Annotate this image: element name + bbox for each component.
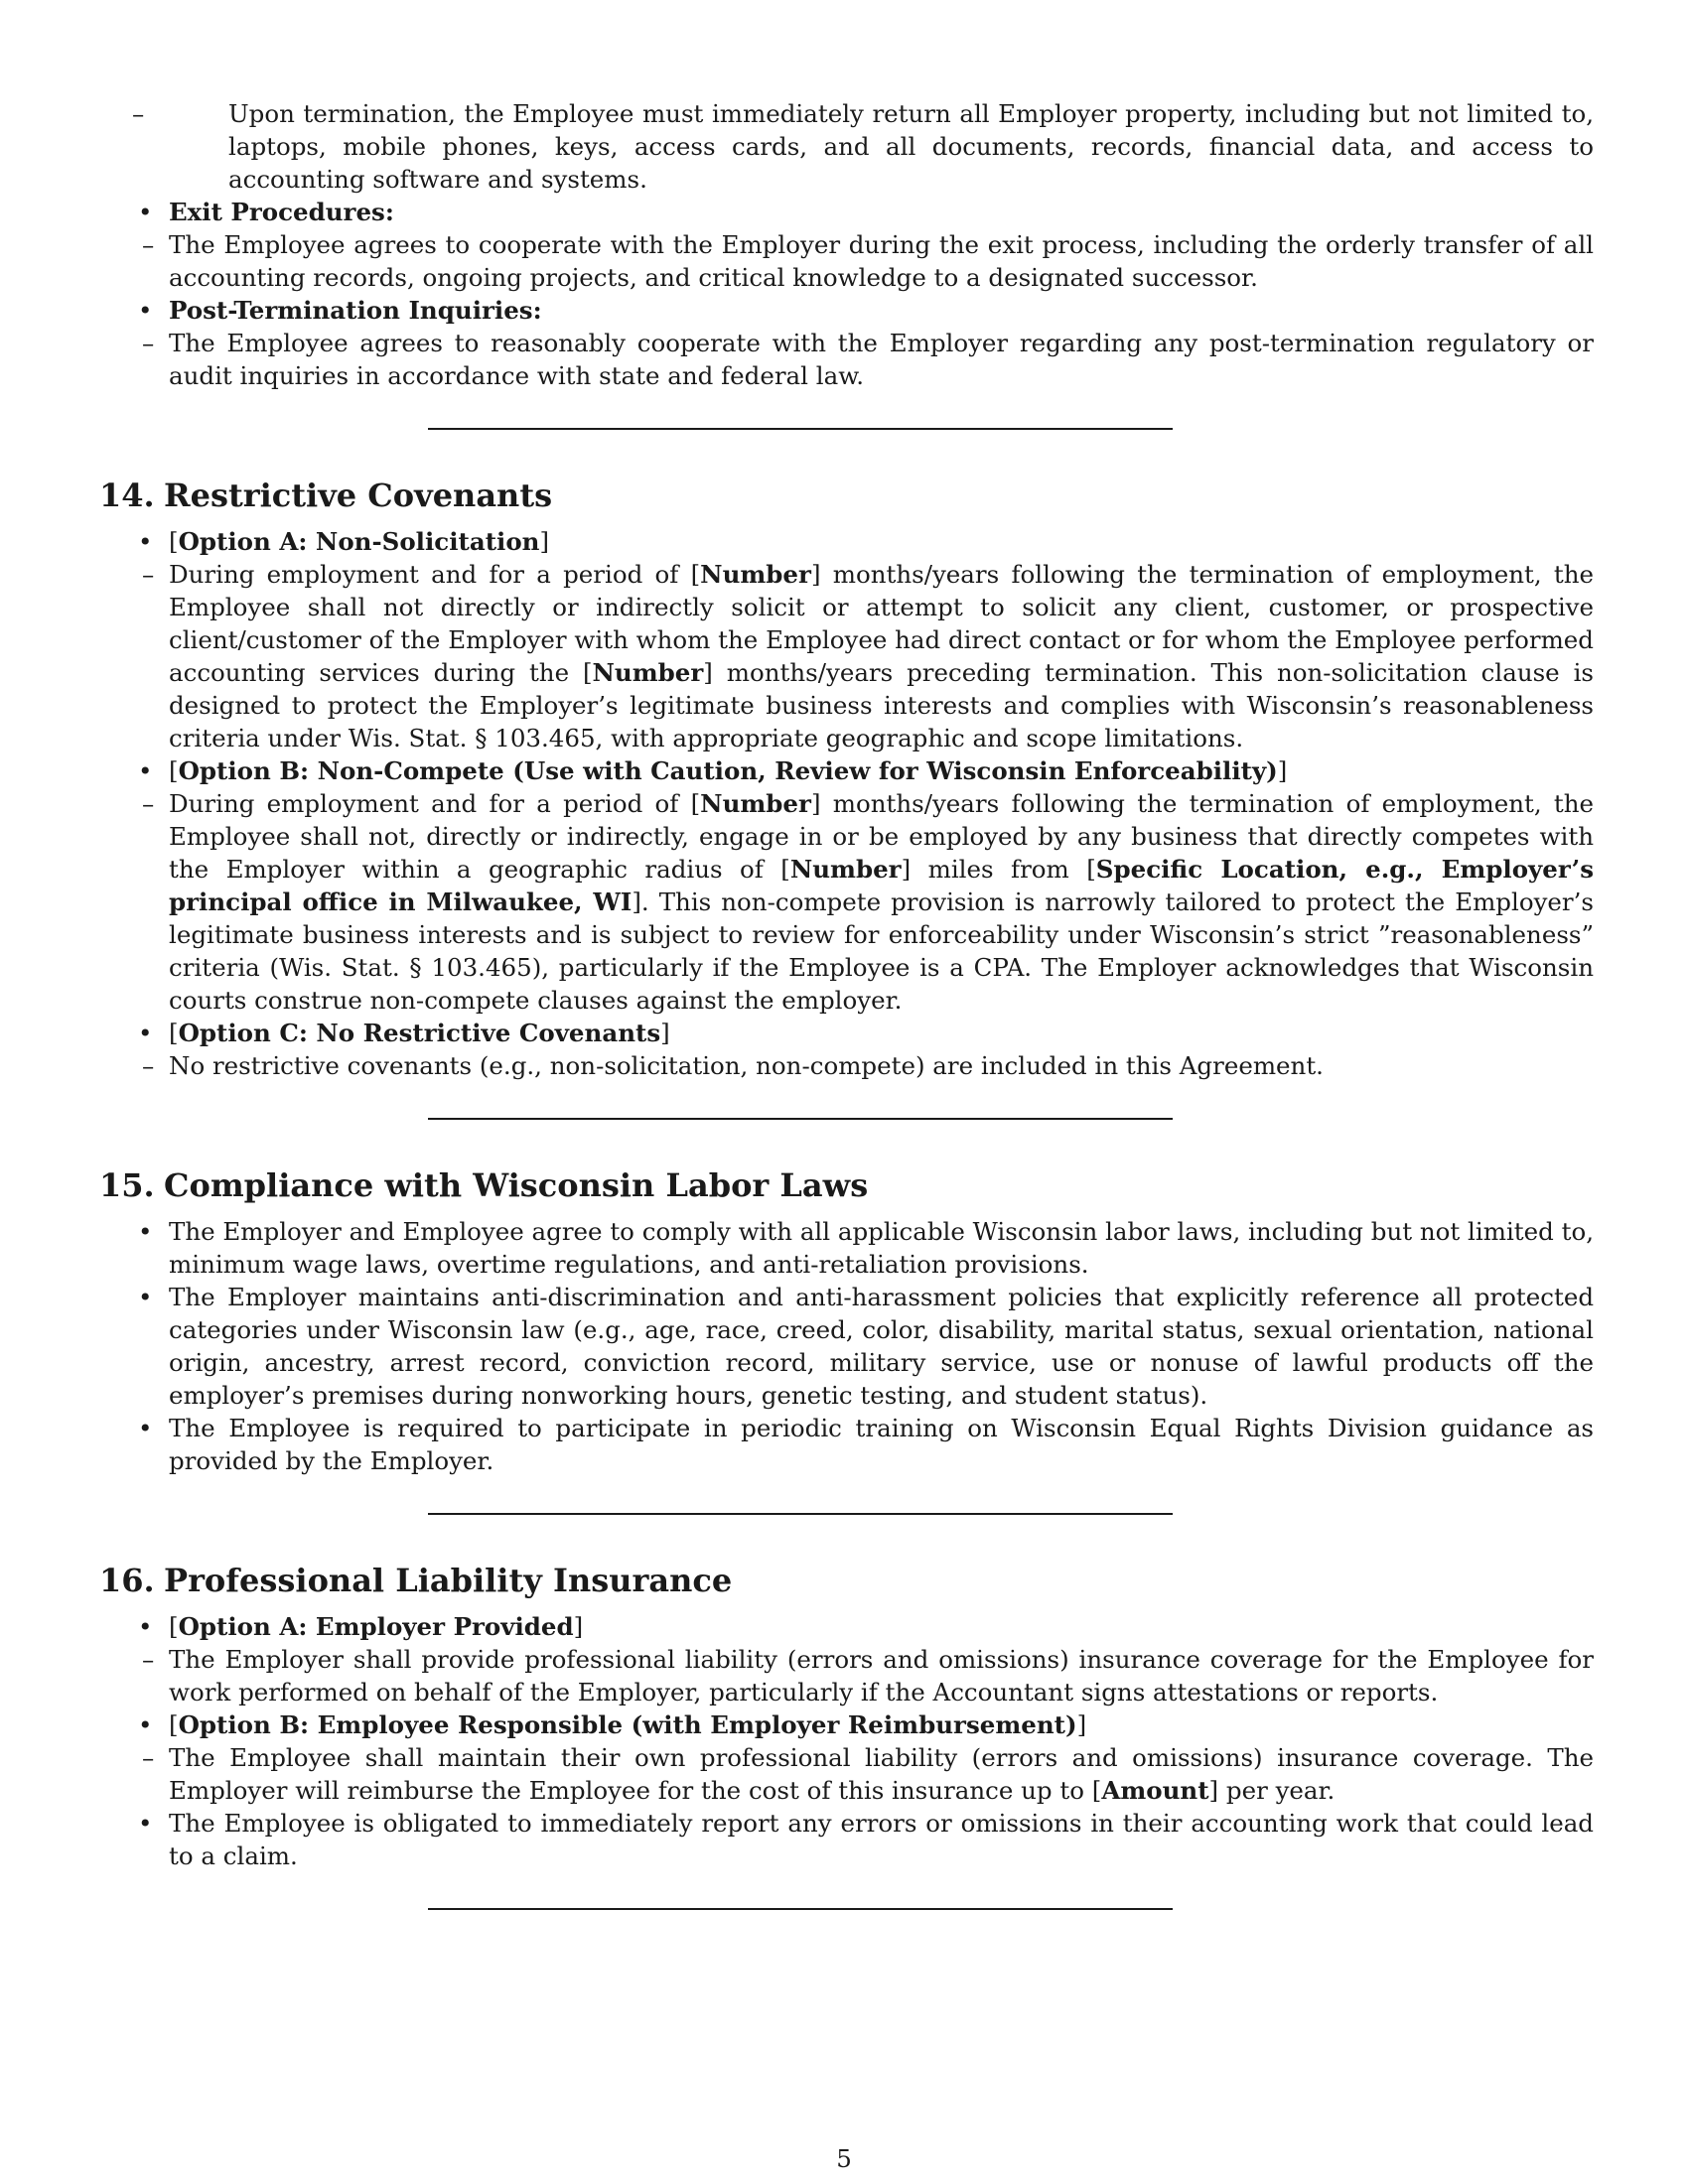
document-page [99, 97, 1594, 1910]
page-number: 5 [836, 2144, 852, 2173]
continuation-text: Upon termination, the Employee must immediately return all Employer property, including but not limited to, laptops, mobile phones, keys, access cards, and all documents, records, financial data, and access to accounting software and systems. [228, 99, 1594, 194]
section-number: 16. [99, 1562, 155, 1599]
section-divider [428, 1118, 1173, 1120]
option-label: Option B: Non-Compete (Use with Caution, Review for Wisconsin Enforceability) [178, 756, 1278, 785]
option-a-text: – The Employer shall provide professional liability (errors and omissions) insurance coverage for the Employee for work performed on behalf of the Employer, particularly if the Accountant signs attestations or reports. [109, 1643, 1594, 1708]
exit-procedures-text: – The Employee agrees to cooperate with the Employer during the exit process, including the orderly transfer of all accounting records, ongoing projects, and critical knowledge to a designated successor. [109, 228, 1594, 294]
option-label: Option A: Employer Provided [178, 1612, 574, 1641]
option-a-item: • [Option A: Non-Solicitation] – During employment and for a period of [Number] months/years following the termination of employment, the Employee shall not directly or indirectly solicit or attempt to solicit any client, customer, or prospective client/customer of the Employer with whom the Employee had direct contact or for whom the Employee performed accounting services during the [Number] months/years preceding termination. This non-solicitation clause is designed to protect the Employer’s legitimate business interests and complies with Wisconsin’s reasonableness criteria under Wis. Stat. § 103.465, with appropriate geographic and scope limitations. [99, 525, 1594, 754]
option-b-text: – During employment and for a period of [Number] months/years following the termination of employment, the Employee shall not, directly or indirectly, engage in or be employed by any business that directly competes with the Employer within a geographic radius of [Number] miles from [Specific Location, e.g., Employer’s principal office in Milwaukee, WI]. This non-compete provision is narrowly tailored to protect the Employer’s legitimate business interests and is subject to review for enforceability under Wisconsin’s strict ”reasonableness” criteria (Wis. Stat. § 103.465), particularly if the Employee is a CPA. The Employer acknowledges that Wisconsin courts construe non-compete clauses against the employer. [109, 787, 1594, 1017]
list-item: • The Employee is required to participate in periodic training on Wisconsin Equal Rights Division guidance as provided by the Employer. [99, 1412, 1594, 1477]
section-number: 15. [99, 1166, 155, 1204]
section-heading-15 [99, 1165, 1594, 1205]
option-b-item: • [Option B: Employee Responsible (with Employer Reimbursement)] – The Employee shall maintain their own professional liability (errors and omissions) insurance coverage. The Employer will reimburse the Employee for the cost of this insurance up to [Amount] per year. [99, 1708, 1594, 1807]
list-item: • The Employer maintains anti-discrimination and anti-harassment policies that explicitly reference all protected categories under Wisconsin law (e.g., age, race, creed, color, disability, marital status, sexual orientation, national origin, ancestry, arrest record, conviction record, military service, use or nonuse of lawful products off the employer’s premises during nonworking hours, genetic testing, and student status). [99, 1281, 1594, 1412]
list-item: • The Employer and Employee agree to comply with all applicable Wisconsin labor laws, including but not limited to, minimum wage laws, overtime regulations, and anti-retaliation provisions. [99, 1215, 1594, 1281]
section-14-list [99, 525, 1594, 1082]
section-divider [428, 1908, 1173, 1910]
exit-procedures-heading: Exit Procedures: [169, 198, 394, 226]
option-a-item: • [Option A: Employer Provided] – The Employer shall provide professional liability (errors and omissions) insurance coverage for the Employee for work performed on behalf of the Employer, particularly if the Accountant signs attestations or reports. [99, 1610, 1594, 1708]
option-b-item: • [Option B: Non-Compete (Use with Caution, Review for Wisconsin Enforceability)] – During employment and for a period of [Number] months/years following the termination of employment, the Employee shall not, directly or indirectly, engage in or be employed by any business that directly competes with the Employer within a geographic radius of [Number] miles from [Specific Location, e.g., Employer’s principal office in Milwaukee, WI]. This non-compete provision is narrowly tailored to protect the Employer’s legitimate business interests and is subject to review for enforceability under Wisconsin’s strict ”reasonableness” criteria (Wis. Stat. § 103.465), particularly if the Employee is a CPA. The Employer acknowledges that Wisconsin courts construe non-compete clauses against the employer. [99, 754, 1594, 1017]
section-heading-14 [99, 476, 1594, 515]
section-title: Compliance with Wisconsin Labor Laws [164, 1166, 869, 1204]
section-heading-16 [99, 1561, 1594, 1600]
option-label: Option B: Employee Responsible (with Employer Reimbursement) [178, 1710, 1077, 1739]
section-15-list [99, 1215, 1594, 1477]
option-label: Option A: Non-Solicitation [178, 527, 540, 556]
post-termination-item [99, 294, 1594, 392]
list-item: • The Employee is obligated to immediately report any errors or omissions in their accounting work that could lead to a claim. [99, 1807, 1594, 1872]
option-b-text: – The Employee shall maintain their own professional liability (errors and omissions) insurance coverage. The Employer will reimburse the Employee for the cost of this insurance up to [Amount] per year. [109, 1741, 1594, 1807]
section-divider [428, 428, 1173, 430]
option-label: Option C: No Restrictive Covenants [178, 1019, 661, 1047]
section-number: 14. [99, 477, 155, 514]
termination-list [99, 97, 1594, 392]
option-a-text: – During employment and for a period of [Number] months/years following the termination of employment, the Employee shall not directly or indirectly solicit or attempt to solicit any client, customer, or prospective client/customer of the Employer with whom the Employee had direct contact or for whom the Employee performed accounting services during the [Number] months/years preceding termination. This non-solicitation clause is designed to protect the Employer’s legitimate business interests and complies with Wisconsin’s reasonableness criteria under Wis. Stat. § 103.465, with appropriate geographic and scope limitations. [109, 558, 1594, 754]
section-title: Restrictive Covenants [164, 477, 553, 514]
post-termination-text: – The Employee agrees to reasonably cooperate with the Employer regarding any post-termination regulatory or audit inquiries in accordance with state and federal law. [109, 327, 1594, 392]
post-termination-heading: Post-Termination Inquiries: [169, 296, 542, 325]
option-c-item: • [Option C: No Restrictive Covenants] – No restrictive covenants (e.g., non-solicitation, non-compete) are included in this Agreement. [99, 1017, 1594, 1082]
section-16-list [99, 1610, 1594, 1872]
section-divider [428, 1513, 1173, 1515]
section-title: Professional Liability Insurance [164, 1562, 733, 1599]
exit-procedures-item [99, 196, 1594, 294]
option-c-text: – No restrictive covenants (e.g., non-solicitation, non-compete) are included in this Agreement. [109, 1049, 1594, 1082]
continuation-item [99, 97, 1594, 196]
